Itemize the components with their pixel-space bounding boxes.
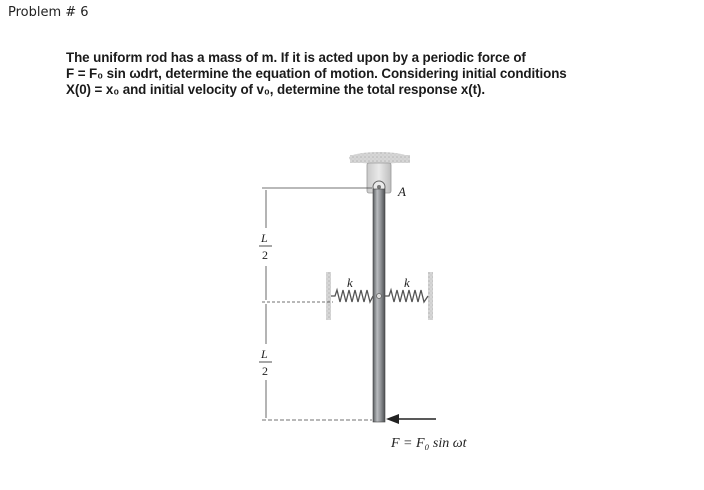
dim-lower-numerator: L xyxy=(261,347,268,361)
spring-wall-left xyxy=(326,272,331,320)
spring-wall-right xyxy=(428,272,433,320)
pin-center xyxy=(377,185,381,189)
spring-right-label: k xyxy=(404,275,410,290)
spring-attachment xyxy=(377,294,382,299)
dim-upper-denominator: 2 xyxy=(262,248,268,262)
ceiling-support-base xyxy=(350,155,410,163)
dim-lower-denominator: 2 xyxy=(262,364,268,378)
statement-line-2: F = F₀ sin ωdrt, determine the equation of motion. Considering initial conditions xyxy=(66,66,567,81)
force-arrow-head xyxy=(386,414,399,424)
force-label: F = F₀ sin ωt xyxy=(391,436,467,451)
pin-label-A: A xyxy=(398,184,406,199)
dim-upper-numerator: L xyxy=(261,231,268,245)
uniform-rod xyxy=(373,189,385,422)
spring-left-label: k xyxy=(347,275,353,290)
spring-left xyxy=(331,290,373,302)
statement-line-1: The uniform rod has a mass of m. If it is acted upon by a periodic force of xyxy=(66,50,526,65)
spring-right xyxy=(385,290,428,302)
problem-label: Problem # 6 xyxy=(8,5,89,20)
statement-line-3: X(0) = x₀ and initial velocity of v₀, determine the total response x(t). xyxy=(66,82,485,97)
